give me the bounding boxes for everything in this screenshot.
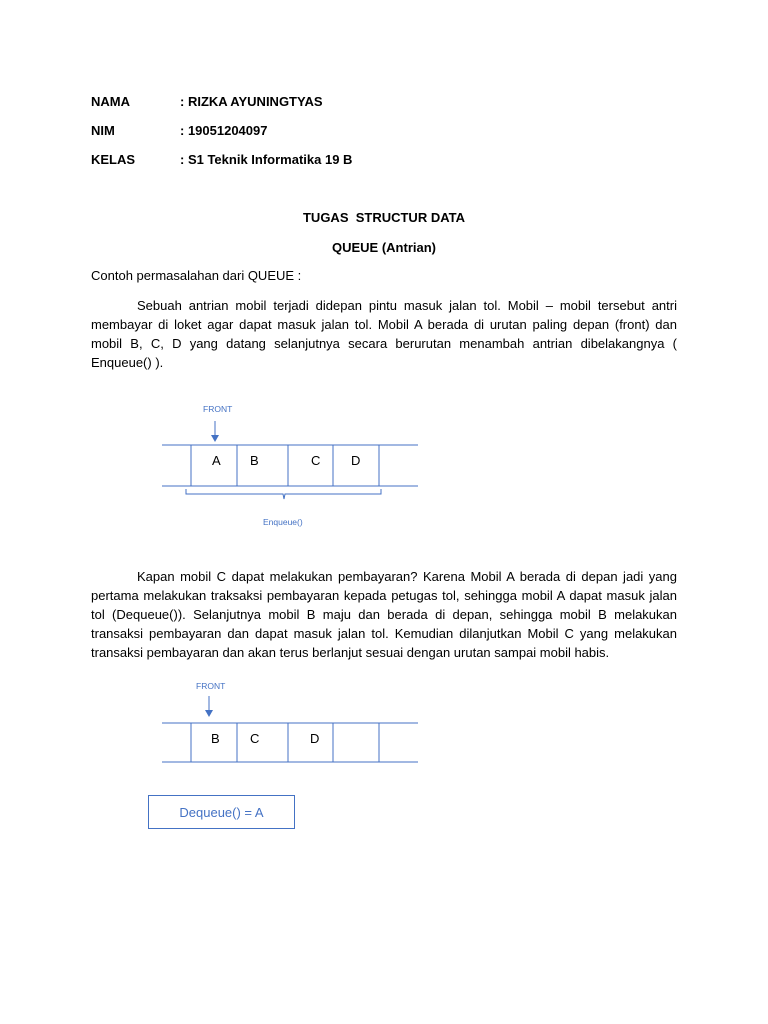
paragraph-2-text: Kapan mobil C dapat melakukan pembayaran? Karena Mobil A berada di depan jadi yang pertama melakukan traksaksi pembayaran kepada petugas tol, sehingga mobil A dapat masuk jalan tol (Dequeue()). Selanjutnya mobil B maju dan berada di depan, sehingga mobil B melakukan transaksi pembayaran dan dapat masuk jalan tol. Kemudian dilanjutkan Mobil C yang melakukan transaksi pembayaran dan akan terus berlanjut sesuai dengan urutan sampai mobil habis. [91,569,677,660]
queue-diagram-enqueue [0,395,768,535]
queue2-cell-b: B [211,731,220,746]
enqueue-brace [186,489,381,499]
queue1-cell-c: C [311,453,321,468]
paragraph-2 [91,567,677,662]
queue2-cell-d: D [310,731,320,746]
queue1-cell-a: A [212,453,221,468]
front-arrow-head [211,435,219,442]
queue1-cell-b: B [250,453,259,468]
queue2-cell-c: C [250,731,260,746]
dequeue-result-box [148,795,295,829]
page-subtitle: QUEUE (Antrian) [332,240,436,255]
front-label-1: FRONT [203,404,233,414]
kelas-label: KELAS [91,152,136,167]
kelas-value: : S1 Teknik Informatika 19 B [180,152,353,167]
queue1-cell-d: D [351,453,361,468]
nama-label: NAMA [91,94,130,109]
nim-value: : 19051204097 [180,123,268,138]
intro-text: Contoh permasalahan dari QUEUE : [91,268,302,283]
queue-diagram-dequeue [0,670,768,780]
front-arrow-head [205,710,213,717]
enqueue-label: Enqueue() [263,517,303,527]
front-label-2: FRONT [196,681,226,691]
paragraph-1 [91,296,677,372]
page-title: TUGAS STRUCTUR DATA [302,210,465,225]
paragraph-1-text: Sebuah antrian mobil terjadi didepan pintu masuk jalan tol. Mobil – mobil tersebut antri membayar di loket agar dapat masuk jalan tol. Mobil A berada di urutan paling depan (front) dan mobil B, C, D yang datang selanjutnya secara berurutan menambah antrian dibelakangnya ( Enqueue() ). [91,298,677,370]
nim-label: NIM [91,123,115,138]
nama-value: : RIZKA AYUNINGTYAS [180,94,323,109]
dequeue-result-text: Dequeue() = A [179,804,264,820]
